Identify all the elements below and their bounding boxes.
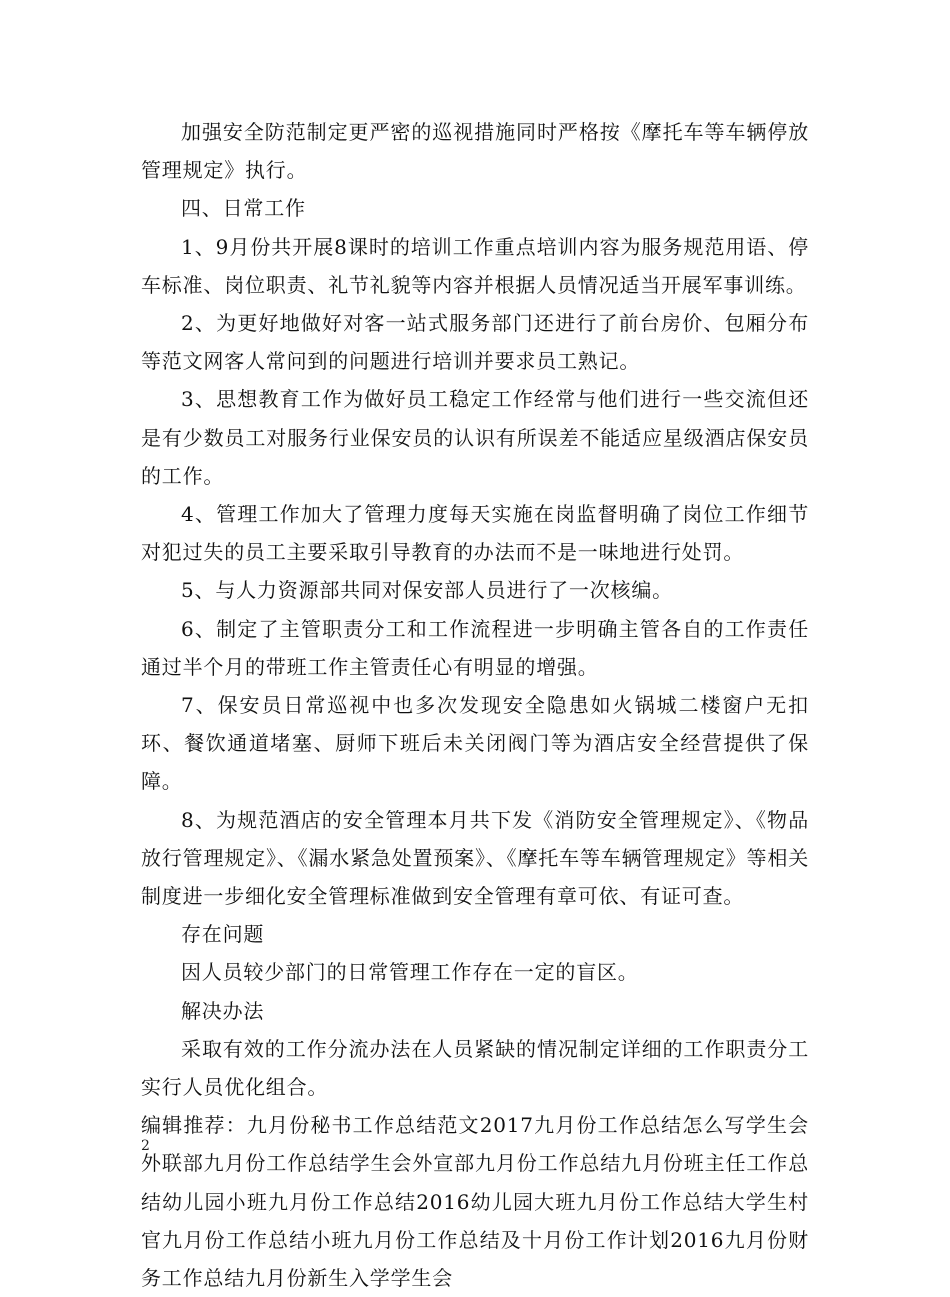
paragraph-item-5: 5、与人力资源部共同对保安部人员进行了一次核编。 xyxy=(181,578,673,603)
paragraph-problems: 因人员较少部门的日常管理工作存在一定的盲区。 xyxy=(181,960,639,985)
paragraph-item-1: 1、9月份共开展8课时的培训工作重点培训内容为服务规范用语、停车标准、岗位职责、礼节礼貌等内容并根据人员情况适当开展军事训练。 xyxy=(141,234,809,297)
editor-recommendations: 编辑推荐：九月份秘书工作总结范文2017九月份工作总结怎么写学生会外联部九月份工作总结学生会外宣部九月份工作总结九月份班主任工作总结幼儿园小班九月份工作总结2016幼儿园大班九月份工作总结大学生村官九月份工作总结小班九月份工作总结及十月份工作计划2016九月份财务工作总结九月份新生入学学生会 xyxy=(141,1113,809,1291)
paragraph-item-2: 2、为更好地做好对客一站式服务部门还进行了前台房价、包厢分布等范文网客人常问到的问题进行培训并要求员工熟记。 xyxy=(141,311,809,374)
section-heading-daily-work: 四、日常工作 xyxy=(181,196,306,221)
paragraph-security-measures: 加强安全防范制定更严密的巡视措施同时严格按《摩托车等车辆停放管理规定》执行。 xyxy=(141,120,809,183)
paragraph-item-6: 6、制定了主管职责分工和工作流程进一步明确主管各自的工作责任通过半个月的带班工作主管责任心有明显的增强。 xyxy=(141,616,809,679)
section-heading-problems: 存在问题 xyxy=(181,922,265,947)
paragraph-item-8: 8、为规范酒店的安全管理本月共下发《消防安全管理规定》、《物品放行管理规定》、《漏水紧急处置预案》、《摩托车等车辆管理规定》等相关制度进一步细化安全管理标准做到安全管理有章可依、有证可查。 xyxy=(141,807,809,909)
paragraph-solutions: 采取有效的工作分流办法在人员紧缺的情况制定详细的工作职责分工实行人员优化组合。 xyxy=(141,1036,809,1100)
paragraph-item-7: 7、保安员日常巡视中也多次发现安全隐患如火锅城二楼窗户无扣环、餐饮通道堵塞、厨师下班后未关闭阀门等为酒店安全经营提供了保障。 xyxy=(141,693,809,794)
paragraph-item-4: 4、管理工作加大了管理力度每天实施在岗监督明确了岗位工作细节对犯过失的员工主要采取引导教育的办法而不是一味地进行处罚。 xyxy=(141,502,809,565)
section-heading-solutions: 解决办法 xyxy=(181,998,265,1023)
document-body xyxy=(141,113,809,1297)
page-number: 2 xyxy=(141,1138,150,1154)
paragraph-item-3: 3、思想教育工作为做好员工稳定工作经常与他们进行一些交流但还是有少数员工对服务行业保安员的认识有所误差不能适应星级酒店保安员的工作。 xyxy=(141,387,809,488)
